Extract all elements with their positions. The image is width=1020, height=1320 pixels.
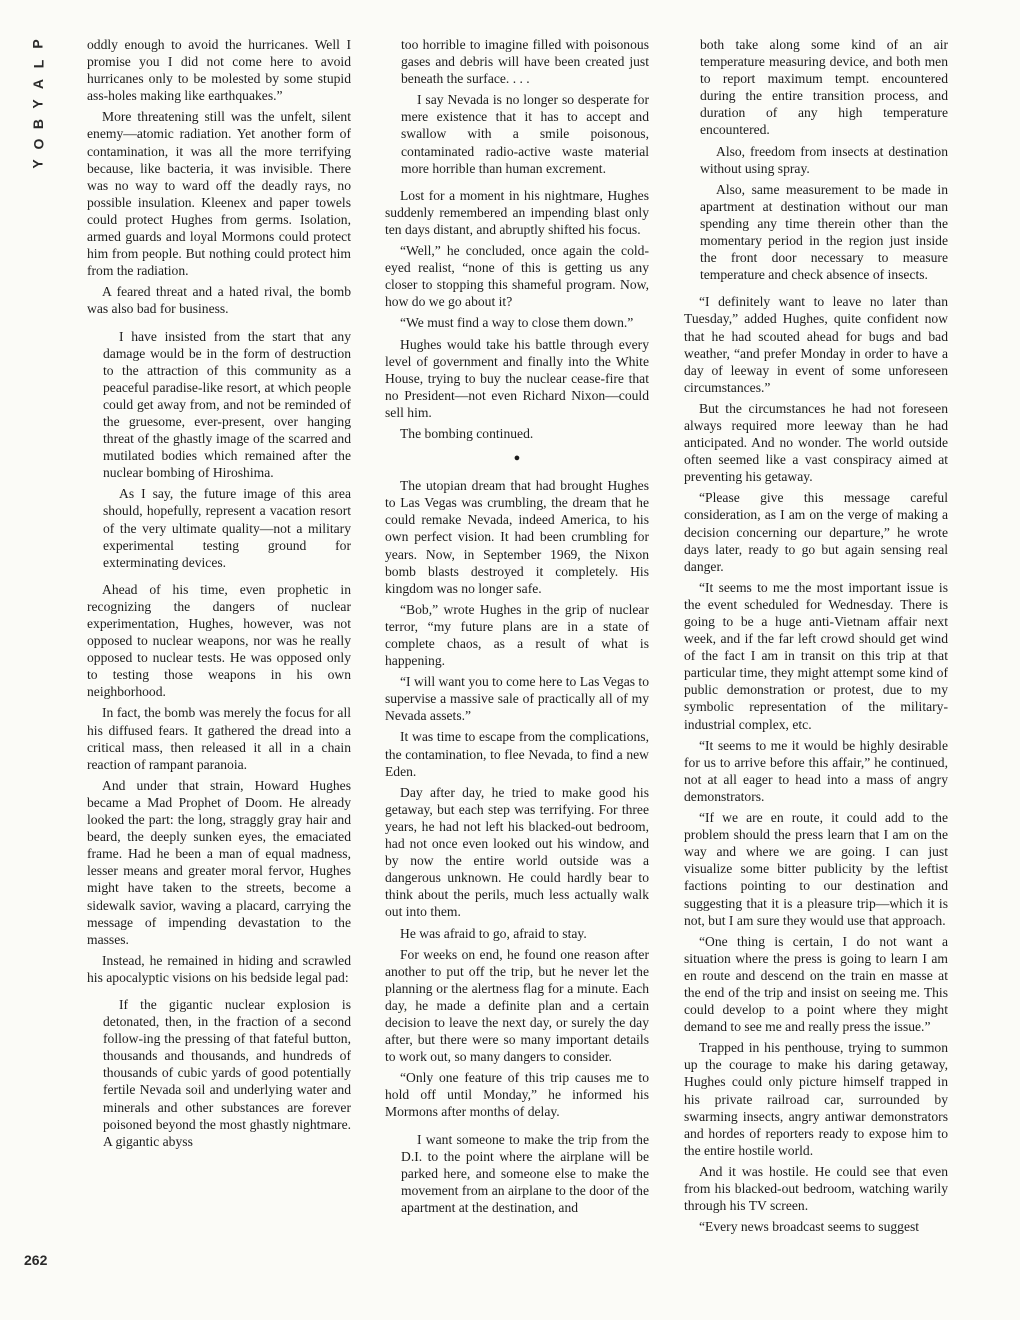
body-paragraph: Instead, he remained in hiding and scrawled his apocalyptic visions on his bedside legal pad:	[87, 952, 351, 985]
body-paragraph: More threatening still was the unfelt, silent enemy—atomic radiation. Yet another form of contamination, it was all the more terrifying because, like bacteria, it was invisible. There was no way to ward off the deadly rays, no possible insulation. Kleenex and paper towels could protect Hughes from germs. Isolation, armed guards and loyal Mormons could protect him from people. But nothing could protect him from the radiation.	[87, 109, 351, 279]
body-paragraph: “Bob,” wrote Hughes in the grip of nuclear terror, “my future plans are in a state of complete chaos, as a result of what is happening.	[385, 601, 649, 669]
text-column-2	[385, 36, 649, 1276]
masthead-letter: Y	[30, 99, 46, 109]
body-paragraph: In fact, the bomb was merely the focus for all his diffused fears. It gathered the dread into a critical mass, then released it all in a chain reaction of rampant paranoia.	[87, 705, 351, 772]
masthead-letter: L	[30, 59, 46, 69]
body-paragraph: Day after day, he tried to make good his getaway, but each step was terrifying. For three years, he had not left his blacked-out bedroom, had not once even looked out his window, and by now the entire world outside was a dangerous unknown. He could hardly bear to think about the perils, much less actually walk out into them.	[385, 784, 649, 920]
body-paragraph: “Every news broadcast seems to suggest	[699, 1219, 920, 1235]
body-paragraph: For weeks on end, he found one reason after another to put off the trip, but he never let the planning or the alertness flag for a minute. Each day, he made a definite plan and a certain decision to leave the next day, or surely the day after, but there were so many important details to work out, so many dangers to consider.	[385, 946, 649, 1065]
body-paragraph: “One thing is certain, I do not want a situation where the press is going to learn I am en route and descend on the train en masse at the end of the trip and insist on seeing me. This could develop to a point where they might demand to see me and really press the issue.”	[684, 933, 948, 1035]
quote-paragraph: both take along some kind of an air temperature measuring device, and both men to report maximum tempt. encountered during the entire transition process, and duration of any high temperature encountered.	[700, 37, 948, 138]
body-paragraph: “If we are en route, it could add to the problem should the press learn that I am on the way and where we are going. I can just visualize some bitter publicity by the leftist factions pointing to our destination and suggesting that it is a pleasure trip—which it is not, but I am sure they would use that approach.	[684, 810, 948, 928]
body-paragraph: But the circumstances he had not foreseen always required more leeway than he had anticipated. And no wonder. The world outside often seemed like a vast conspiracy aimed at preventing his getaway.	[684, 400, 948, 485]
body-paragraph: Trapped in his penthouse, trying to summon up the courage to make his daring getaway, Hughes could only picture himself trapped in his private railroad car, surrounded by swarming insects, angry antiwar demonstrators and hordes of reporters ready to expose him to the entire hostile world.	[684, 1040, 948, 1158]
body-paragraph: “It seems to me it would be highly desirable for us to arrive before this affair,” he continued, not at all eager to head into a mass of angry demonstrators.	[684, 737, 948, 804]
body-paragraph: It was time to escape from the complications, the contamination, to flee Nevada, to find a new Eden.	[385, 729, 649, 779]
body-paragraph: He was afraid to go, afraid to stay.	[400, 925, 587, 941]
block-quote	[103, 328, 351, 571]
text-column-1	[87, 36, 351, 1276]
quote-paragraph: Also, freedom from insects at destination without using spray.	[700, 143, 948, 176]
body-paragraph: “I definitely want to leave no later than Tuesday,” added Hughes, quite confident now that he had scouted ahead for bugs and bad weather, “and prefer Monday in order to have a day of leeway in event of some unforeseen circumstances.”	[684, 294, 948, 395]
masthead-letter: A	[30, 78, 46, 90]
section-break-bullet: ●	[513, 452, 521, 465]
quote-paragraph: As I say, the future image of this area should, hopefully, represent a vacation resort of the very ultimate quality—not a military experimental testing ground for exterminating devices.	[103, 486, 351, 570]
page-number: 262	[24, 1252, 48, 1268]
masthead-letter: Y	[30, 159, 46, 169]
body-paragraph: “Only one feature of this trip causes me to hold off until Monday,” he informed his Mormons after months of delay.	[385, 1070, 649, 1120]
quote-paragraph: I say Nevada is no longer so desperate for mere existence that it has to accept and swallow with a smile poisonous, contaminated radio-active waste material more horrible than human excrement.	[401, 92, 649, 176]
body-paragraph: “Please give this message careful consideration, as I am on the verge of making a decision concerning our departure,” he wrote days later, ready to go but again sensing real danger.	[684, 490, 948, 574]
text-column-3	[684, 36, 948, 1276]
body-paragraph: The bombing continued.	[400, 425, 534, 441]
quote-paragraph: If the gigantic nuclear explosion is detonated, then, in the fraction of a second follow-ing the pressing of that fateful button, thousands and thousands, and hundreds of thousands of cubic yards of good potentially fertile Nevada soil and underlying water and minerals and other substances are forever poisoned beyond the most ghastly nightmare. A gigantic abyss	[103, 996, 351, 1149]
body-paragraph: “We must find a way to close them down.”	[400, 315, 634, 331]
body-paragraph: oddly enough to avoid the hurricanes. Well I promise you I did not come here to avoid hurricanes only to be molested by some stupid ass-holes making like earthquakes.”	[87, 37, 351, 104]
body-paragraph: “Well,” he concluded, once again the cold-eyed realist, “none of this is getting us any closer to stopping this shameful program. Now, how do we go about it?	[385, 243, 649, 310]
quote-paragraph: Also, same measurement to be made in apartment at destination without our man spending any time therein other than the momentary period in the region just inside the front door necessary to measure temperature and check absence of insects.	[700, 181, 948, 283]
body-paragraph: And it was hostile. He could see that even from his blacked-out bedroom, watching warily through his TV screen.	[684, 1163, 948, 1214]
masthead-letter: O	[29, 138, 46, 150]
body-paragraph: The utopian dream that had brought Hughes to Las Vegas was crumbling, the dream that he could remake Nevada, indeed America, to his own perfect vision. It had been crumbling for years. Now, in September 1969, the Nixon bomb blasts destroyed it completely. His kingdom was no longer safe.	[385, 478, 649, 596]
quote-paragraph: I have insisted from the start that any damage would be in the form of destruction to the attraction of this community as a peaceful paradise-like resort, at which people could get away from, and not be reminded of the gruesome, ever-present, over hanging threat of the ghastly image of the scarred and mutilated bodies which remained after the nuclear bombing of Hiroshima.	[103, 328, 351, 481]
body-paragraph: A feared threat and a hated rival, the bomb was also bad for business.	[87, 284, 351, 317]
masthead-letter: B	[30, 118, 46, 130]
body-paragraph: Hughes would take his battle through every level of government and finally into the White House, trying to buy the nuclear cease-fire that no President—not even Richard Nixon—could sell him.	[385, 336, 649, 420]
block-quote	[401, 1131, 649, 1216]
block-quote	[700, 36, 948, 283]
block-quote	[401, 36, 649, 177]
body-paragraph: “I will want you to come here to Las Vegas to supervise a massive sale of practically all of my Nevada assets.”	[385, 674, 649, 724]
quote-paragraph: too horrible to imagine filled with poisonous gases and debris will have been created just beneath the surface. . . .	[401, 37, 649, 87]
masthead-letter: P	[30, 39, 46, 49]
quote-paragraph: I want someone to make the trip from the D.I. to the point where the airplane will be parked here, and someone else to make the movement from an airplane to the door of the apartment at the destination, and	[401, 1131, 649, 1215]
body-paragraph: “It seems to me the most important issue is the event scheduled for Wednesday. There is going to be a huge anti-Vietnam affair next week, and if the far left crowd should get wind of the fact I am in transit on this trip at that particular time, they might attempt some kind of public demonstration or protest, due to my symbolic representation of the military-industrial complex, etc.	[684, 579, 948, 732]
masthead-playboy	[26, 34, 50, 174]
body-paragraph: Lost for a moment in his nightmare, Hughes suddenly remembered an impending blast only ten days distant, and abruptly shifted his focus.	[385, 187, 649, 237]
body-paragraph: Ahead of his time, even prophetic in recognizing the dangers of nuclear experimentation, Hughes, however, was not opposed to nuclear weapons, nor was he really opposed to nuclear tests. He was opposed only to testing those weapons in his own neighborhood.	[87, 581, 351, 700]
body-paragraph: And under that strain, Howard Hughes became a Mad Prophet of Doom. He already looked the part: the long, straggly gray hair and beard, the deeply sunken eyes, the emaciated frame. Had he been a man of equal madness, lesser means and greater moral fervor, Hughes might have taken to the streets, become a sidewalk savior, waving a placard, carrying the message of impending devastation to the masses.	[87, 777, 351, 947]
block-quote	[103, 996, 351, 1150]
